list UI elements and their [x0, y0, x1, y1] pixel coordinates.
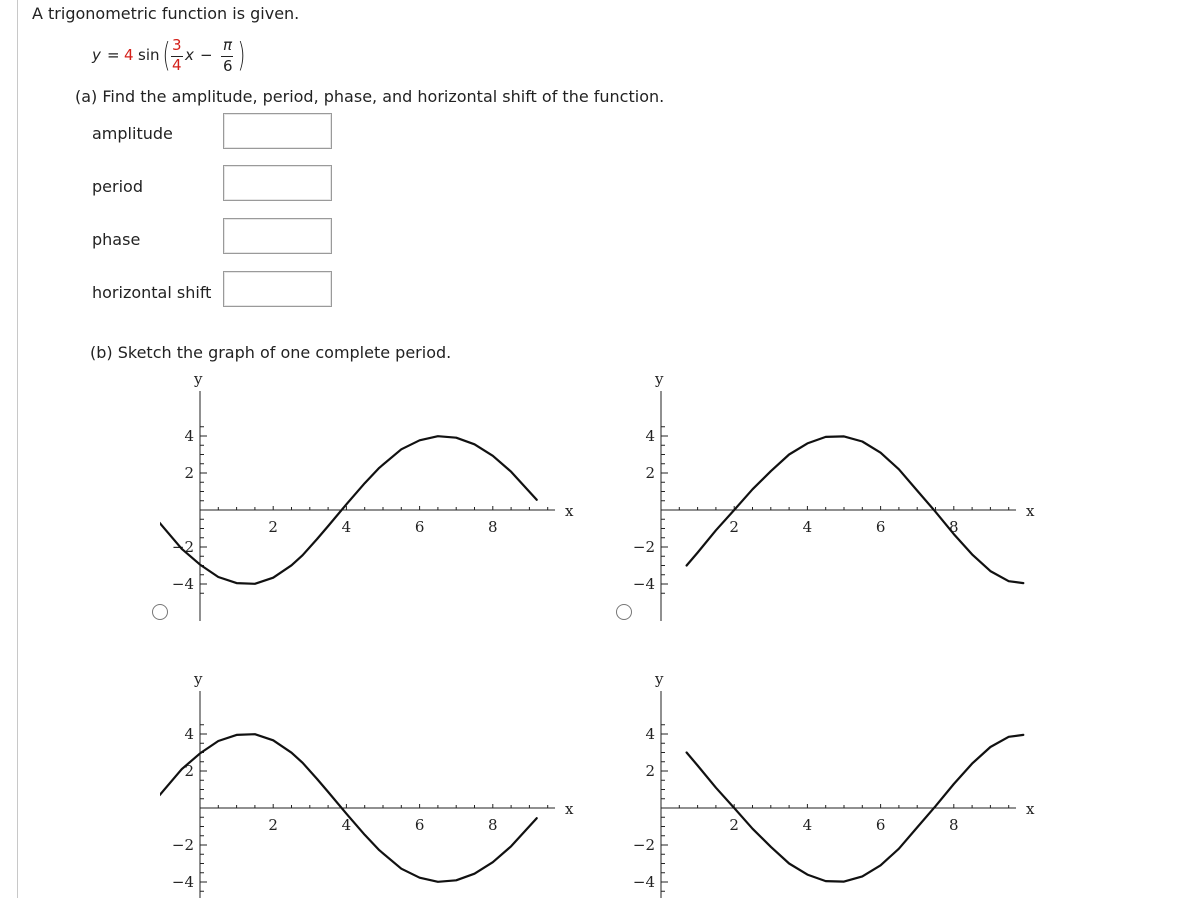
x-tick-label: 6: [414, 816, 425, 834]
equation-minus: −: [200, 46, 213, 64]
y-tick-label: 2: [645, 464, 655, 482]
y-axis-label: y: [655, 370, 664, 388]
part-b-instructions: (b) Sketch the graph of one complete period.: [90, 343, 452, 362]
x-tick-label: 6: [875, 816, 886, 834]
x-axis-label: x: [565, 502, 574, 520]
y-tick-label: −2: [632, 538, 655, 556]
equation-lhs: y: [92, 46, 101, 64]
equation-variable: x: [185, 46, 194, 64]
x-tick-label: 2: [268, 816, 278, 834]
part-a-instructions: (a) Find the amplitude, period, phase, and horizontal shift of the function.: [75, 87, 665, 106]
period-label: period: [92, 177, 143, 196]
x-tick-label: 8: [488, 816, 498, 834]
y-tick-label: 4: [645, 725, 655, 743]
x-tick-label: 8: [488, 518, 498, 536]
y-tick-label: 4: [184, 427, 194, 445]
x-tick-label: 6: [875, 518, 886, 536]
phase-input[interactable]: [223, 218, 332, 254]
left-paren: (: [162, 35, 171, 74]
left-border: [17, 0, 18, 898]
period-input[interactable]: [223, 165, 332, 201]
x-tick-label: 8: [949, 518, 959, 536]
x-axis-label: x: [1026, 502, 1035, 520]
y-tick-label: −4: [171, 873, 194, 891]
y-tick-label: −2: [171, 836, 194, 854]
equation-equals: =: [107, 46, 120, 64]
phase-label: phase: [92, 230, 141, 249]
y-tick-label: 2: [184, 762, 194, 780]
y-tick-label: −4: [632, 873, 655, 891]
graph-option-2: [621, 366, 1041, 636]
y-tick-label: −4: [632, 575, 655, 593]
horizontal-shift-input[interactable]: [223, 271, 332, 307]
pi-denominator: 6: [223, 57, 233, 75]
problem-prompt: A trigonometric function is given.: [32, 4, 300, 23]
y-axis-label: y: [194, 370, 203, 388]
amplitude-label: amplitude: [92, 124, 173, 143]
x-axis-label: x: [1026, 800, 1035, 818]
graph-option-1: [160, 366, 580, 636]
equation-amplitude-coef: 4: [124, 46, 134, 64]
x-tick-label: 2: [729, 518, 739, 536]
x-tick-label: 6: [414, 518, 425, 536]
equation-func: sin: [138, 46, 160, 64]
y-tick-label: 4: [184, 725, 194, 743]
fraction-denominator: 4: [172, 56, 182, 74]
pi-numerator: π: [223, 36, 233, 54]
y-tick-label: 2: [645, 762, 655, 780]
graph-option-3: [160, 666, 580, 898]
right-paren: ): [237, 35, 246, 74]
x-tick-label: 8: [949, 816, 959, 834]
y-tick-label: 4: [645, 427, 655, 445]
fraction-numerator: 3: [172, 36, 182, 54]
x-tick-label: 2: [729, 816, 739, 834]
amplitude-input[interactable]: [223, 113, 332, 149]
y-tick-label: −4: [171, 575, 194, 593]
horizontal-shift-label: horizontal shift: [92, 283, 212, 302]
y-tick-label: 2: [184, 464, 194, 482]
x-tick-label: 4: [341, 518, 352, 536]
x-tick-label: 4: [802, 518, 813, 536]
y-tick-label: −2: [632, 836, 655, 854]
x-tick-label: 2: [268, 518, 278, 536]
y-tick-label: −2: [171, 538, 194, 556]
y-axis-label: y: [655, 670, 664, 688]
x-tick-label: 4: [341, 816, 352, 834]
graph-option-4: [621, 666, 1041, 898]
x-tick-label: 4: [802, 816, 813, 834]
y-axis-label: y: [194, 670, 203, 688]
x-axis-label: x: [565, 800, 574, 818]
